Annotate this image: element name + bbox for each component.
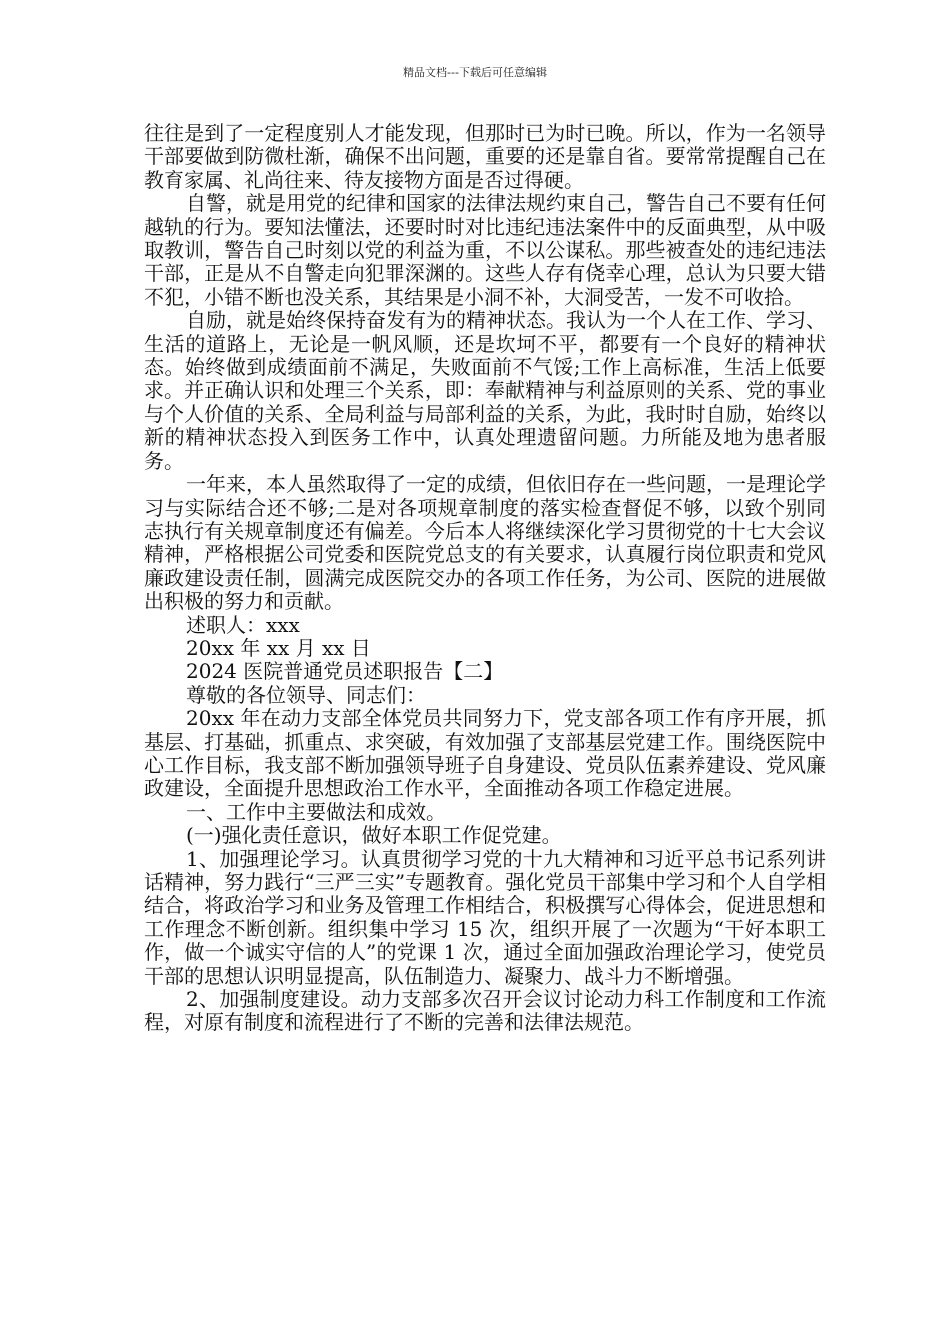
heading-2: (一)强化责任意识，做好本职工作促党建。: [186, 823, 562, 848]
paragraph: 1、加强理论学习。认真贯彻学习党的十九大精神和习近平总书记系列讲话精神，努力践行“三严三实”专题教育。强化党员干部集中学习和个人自学相结合，将政治学习和业务及管理工作相结合，积极撰写心得体会，促进思想和工作理念不断创新。组织集中学习 15 次，组织开展了一次题为“干好本职工作，做一个诚实守信的人”的党课 1 次，通过全面加强政治理论学习，使党员干部的思想认识明显提高，队伍制造力、凝聚力、战斗力不断增强。: [144, 846, 826, 988]
section-title: 2024 医院普通党员述职报告【二】: [186, 659, 504, 684]
paragraph: 往往是到了一定程度别人才能发现，但那时已为时已晚。所以，作为一名领导干部要做到防微杜渐，确保不出问题，重要的还是靠自省。要常常提醒自己在教育家属、礼尚往来、待友接物方面是否过得硬。: [144, 121, 826, 192]
page-header: 精品文档---下载后可任意编辑: [403, 66, 547, 79]
document-body: [144, 122, 826, 1035]
salutation: 尊敬的各位领导、同志们：: [186, 682, 426, 707]
paragraph: 自励，就是始终保持奋发有为的精神状态。我认为一个人在工作、学习、生活的道路上，无论是一帆风顺，还是坎坷不平，都要有一个良好的精神状态。始终做到成绩面前不满足，失败面前不气馁;工作上高标准，生活上低要求。并正确认识和处理三个关系，即：奉献精神与利益原则的关系、党的事业与个人价值的关系、全局利益与局部利益的关系，为此，我时时自励，始终以新的精神状态投入到医务工作中，认真处理遗留问题。力所能及地为患者服务。: [144, 308, 826, 473]
date-line: 20xx 年 xx 月 xx 日: [186, 635, 371, 660]
paragraph: 自警，就是用党的纪律和国家的法律法规约束自己，警告自己不要有任何越轨的行为。要知法懂法，还要时时对比违纪违法案件中的反面典型，从中吸取教训，警告自己时刻以党的利益为重，不以公谋私。那些被查处的违纪违法干部，正是从不自警走向犯罪深渊的。这些人存有侥幸心理，总认为只要大错不犯，小错不断也没关系，其结果是小洞不补，大洞受苦，一发不可收拾。: [144, 191, 826, 309]
paragraph: 2、加强制度建设。动力支部多次召开会议讨论动力科工作制度和工作流程，对原有制度和流程进行了不断的完善和法律法规范。: [144, 987, 826, 1035]
heading-1: 一、工作中主要做法和成效。: [186, 799, 446, 824]
signature-line: 述职人：xxx: [186, 612, 300, 637]
paragraph: 20xx 年在动力支部全体党员共同努力下，党支部各项工作有序开展，抓基层、打基础，抓重点、求突破，有效加强了支部基层党建工作。围绕医院中心工作目标，我支部不断加强领导班子自身建设、党员队伍素养建设、党风廉政建设，全面提升思想政治工作水平，全面推动各项工作稳定进展。: [144, 706, 826, 801]
paragraph: 一年来，本人虽然取得了一定的成绩，但依旧存在一些问题，一是理论学习与实际结合还不够;二是对各项规章制度的落实检查督促不够，以致个别同志执行有关规章制度还有偏差。今后本人将继续深化学习贯彻党的十七大会议精神，严格根据公司党委和医院党总支的有关要求，认真履行岗位职责和党风廉政建设责任制，圆满完成医院交办的各项工作任务，为公司、医院的进展做出积极的努力和贡献。: [144, 472, 826, 614]
